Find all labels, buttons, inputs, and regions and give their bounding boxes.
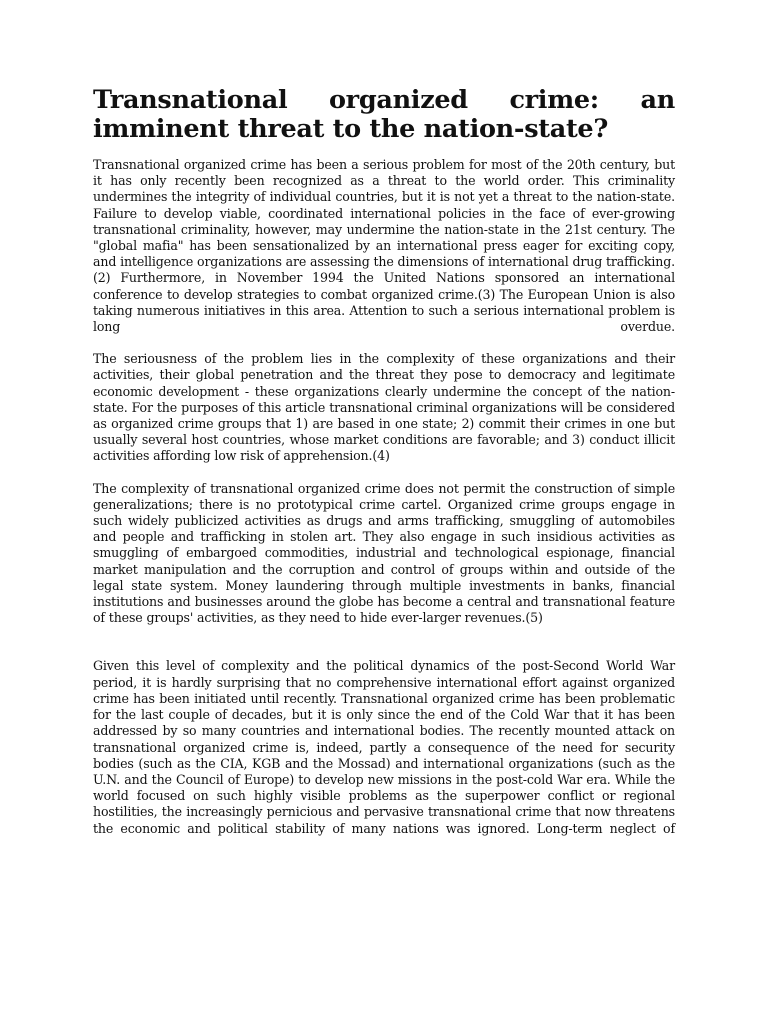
document-title: Transnational organized crime: an imminent threat to the nation-state? xyxy=(93,85,675,144)
paragraph-4: Given this level of complexity and the political dynamics of the post-Second World War period, it is hardly surprising that no comprehensive international effort against organized crime has been initiated until recently. Transnational organized crime has been problematic for the last couple of decades, but it is only since the end of the Cold War that it has been addressed by so many countries and international bodies. The recently mounted attack on transnational organized crime is, indeed, partly a consequence of the need for security bodies (such as the CIA, KGB and the Mossad) and international organizations (such as the U.N. and the Council of Europe) to develop new missions in the post-cold War era. While the world focused on such highly visible problems as the superpower conflict or regional hostilities, the increasingly pernicious and pervasive transnational crime that now threatens the economic and political stability of many nations was ignored. Long-term neglect of xyxy=(93,658,675,836)
document-page xyxy=(93,86,675,853)
paragraph-2: The seriousness of the problem lies in the complexity of these organizations and their activities, their global penetration and the threat they pose to democracy and legitimate economic development - these organizations clearly undermine the concept of the nation-state. For the purposes of this article transnational criminal organizations will be considered as organized crime groups that 1) are based in one state; 2) commit their crimes in one but usually several host countries, whose market conditions are favorable; and 3) conduct illicit activities affording low risk of apprehension.(4) xyxy=(93,351,675,464)
paragraph-1: Transnational organized crime has been a serious problem for most of the 20th century, but it has only recently been recognized as a threat to the world order. This criminality undermines the integrity of individual countries, but it is not yet a threat to the nation-state. Failure to develop viable, coordinated international policies in the face of ever-growing transnational criminality, however, may undermine the nation-state in the 21st century. The "global mafia" has been sensationalized by an international press eager for exciting copy, and intelligence organizations are assessing the dimensions of international drug trafficking. (2) Furthermore, in November 1994 the United Nations sponsored an international conference to develop strategies to combat organized crime.(3) The European Union is also taking numerous initiatives in this area. Attention to such a serious international problem is long overdue. xyxy=(93,157,675,335)
paragraph-3: The complexity of transnational organized crime does not permit the construction of simple generalizations; there is no prototypical crime cartel. Organized crime groups engage in such widely publicized activities as drugs and arms trafficking, smuggling of automobiles and people and trafficking in stolen art. They also engage in such insidious activities as smuggling of embargoed commodities, industrial and technological espionage, financial market manipulation and the corruption and control of groups within and outside of the legal state system. Money laundering through multiple investments in banks, financial institutions and businesses around the globe has become a central and transnational feature of these groups' activities, as they need to hide ever-larger revenues.(5) xyxy=(93,480,675,626)
